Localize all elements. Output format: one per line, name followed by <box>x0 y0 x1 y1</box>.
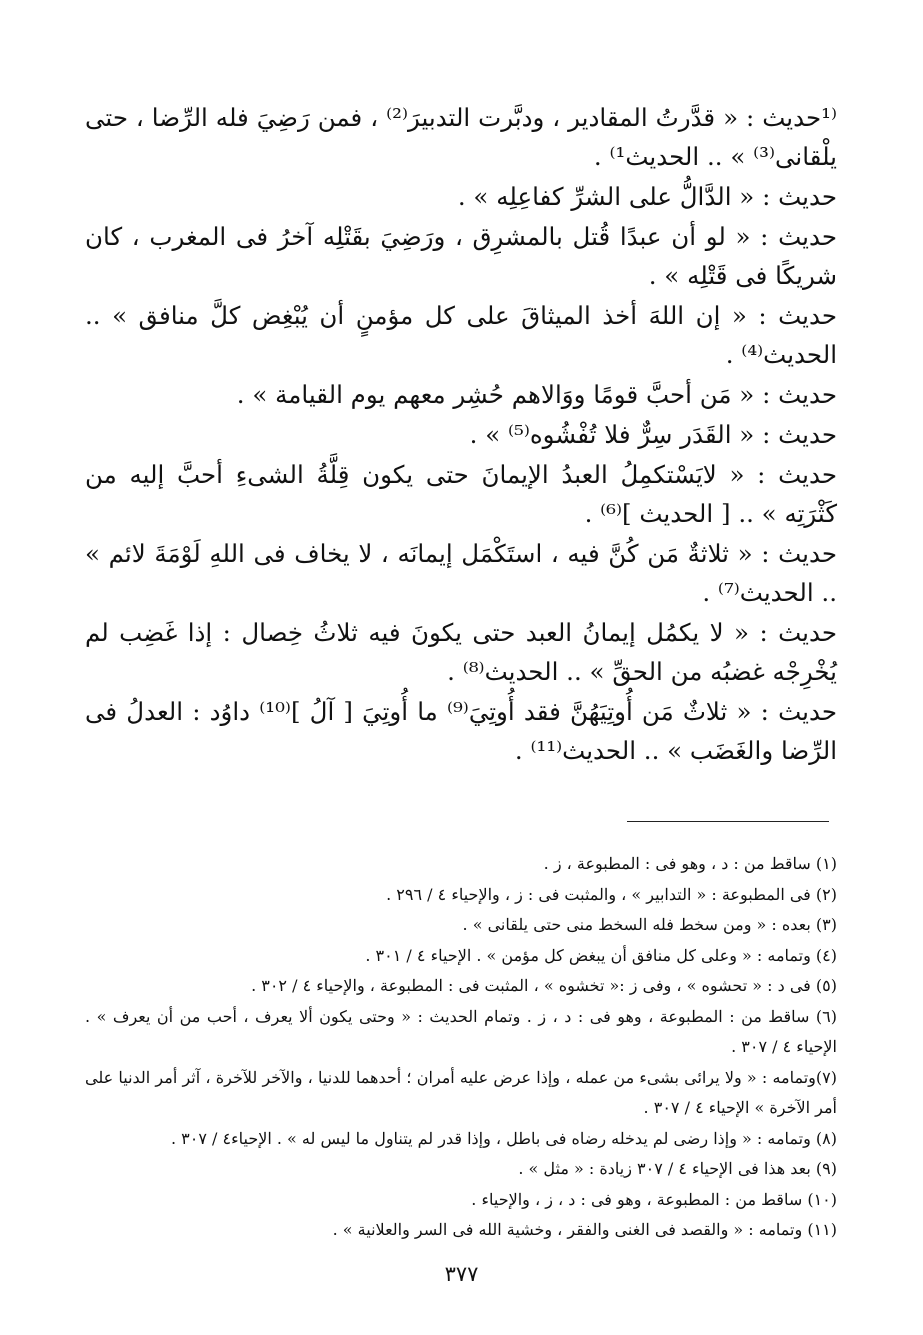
hadith-paragraph: ⁽¹حديث : « قدَّرتُ المقادير ، ودبَّرت التدبيرَ⁽²⁾ ، فمن رَضِيَ فله الرِّضا ، حتى يلْقانى⁽³⁾ » .. الحديث¹⁾ . <box>85 103 837 171</box>
footnotes <box>85 849 837 1246</box>
hadith-paragraph: حديث : « لو أن عبدًا قُتل بالمشرِق ، ورَضِيَ بقَتْلِه آخرُ فى المغرب ، كان شريكًا فى قَتْلِه » . <box>85 222 837 290</box>
footnote: (٣) بعده : « ومن سخط فله السخط منى حتى يلقانى » . <box>462 915 837 934</box>
footnote: (١٠) ساقط من : المطبوعة ، وهو فى : د ، ز ، والإحياء . <box>471 1189 837 1209</box>
footnote: (٦) ساقط من : المطبوعة ، وهو فى : د ، ز . وتمام الحديث : « وحتى يكون ألا يعرف ، أحب من أن يعرف » . الإحياء ٤ / ٣٠٧ . <box>85 1006 837 1056</box>
footnote: (٩) بعد هذا فى الإحياء ٤ / ٣٠٧ زيادة : « مثل » . <box>518 1159 837 1178</box>
footnote: (٢) فى المطبوعة : « التدابير » ، والمثبت فى : ز ، والإحياء ٤ / ٢٩٦ . <box>386 884 837 904</box>
footnote: (٤) وتمامه : « وعلى كل منافق أن يبغض كل مؤمن » . الإحياء ٤ / ٣٠١ . <box>365 945 837 965</box>
hadith-paragraph: حديث : « لايَسْتكمِلُ العبدُ الإيمانَ حتى يكون قِلَّةُ الشىءِ أحبَّ إليه من كَثْرَتِه » .. [ الحديث ]⁽⁶⁾ . <box>85 460 837 528</box>
hadith-paragraph: حديث : « القَدَر سِرٌّ فلا تُفْشُوه⁽⁵⁾ » . <box>469 420 837 449</box>
main-text <box>85 98 837 770</box>
page-number: ٣٧٧ <box>444 1262 479 1286</box>
hadith-paragraph: حديث : « الدَّالُّ على الشرِّ كفاعِلِه » . <box>457 182 837 211</box>
hadith-paragraph: حديث : « إن اللهَ أخذ الميثاقَ على كل مؤمنٍ أن يُبْغِض كلَّ منافق » .. الحديث⁽⁴⁾ . <box>85 301 837 369</box>
hadith-paragraph: حديث : « لا يكمُل إيمانُ العبد حتى يكونَ فيه ثلاثُ خِصال : إذا غَضِب لم يُخْرِجْه غضبُه من الحقِّ » .. الحديث⁽⁸⁾ . <box>85 618 837 686</box>
hadith-paragraph: حديث : « ثلاثٌ مَن أُوتِيَهُنَّ فقد أُوتِيَ⁽⁹⁾ ما أُوتِيَ [ آلُ ]⁽¹⁰⁾ داوُد : العدلُ فى الرِّضا والغَضَب » .. الحديث⁽¹¹⁾ . <box>85 697 837 765</box>
footnote: (٨) وتمامه : « وإذا رضى لم يدخله رضاه فى باطل ، وإذا قدر لم يتناول ما ليس له » . الإحياء٤ / ٣٠٧ . <box>171 1128 837 1148</box>
footnote: (١) ساقط من : د ، وهو فى : المطبوعة ، ز . <box>543 854 837 873</box>
hadith-paragraph: حديث : « ثلاثةٌ مَن كُنَّ فيه ، استَكْمَل إيمانَه ، لا يخاف فى اللهِ لَوْمَةَ لائم » .. الحديث⁽⁷⁾ . <box>85 539 837 607</box>
hadith-paragraph: حديث : « مَن أحبَّ قومًا ووَالاهم حُشِر معهم يوم القيامة » . <box>236 380 837 409</box>
footnote: (٥) فى د : « تحشوه » ، وفى ز :« تخشوه » ، المثبت فى : المطبوعة ، والإحياء ٤ / ٣٠٢ . <box>251 976 837 995</box>
footnote: (٧)وتمامه : « ولا يرائى بشىء من عمله ، وإذا عرض عليه أمران ؛ أحدهما للدنيا ، والآخر للآخرة ، آثر أمر الدنيا على أمر الآخرة » الإحياء ٤ / ٣٠٧ . <box>85 1067 837 1117</box>
footnote-divider <box>627 821 829 822</box>
footnote: (١١) وتمامه : « والقصد فى الغنى والفقر ، وخشية الله فى السر والعلانية » . <box>332 1220 837 1239</box>
